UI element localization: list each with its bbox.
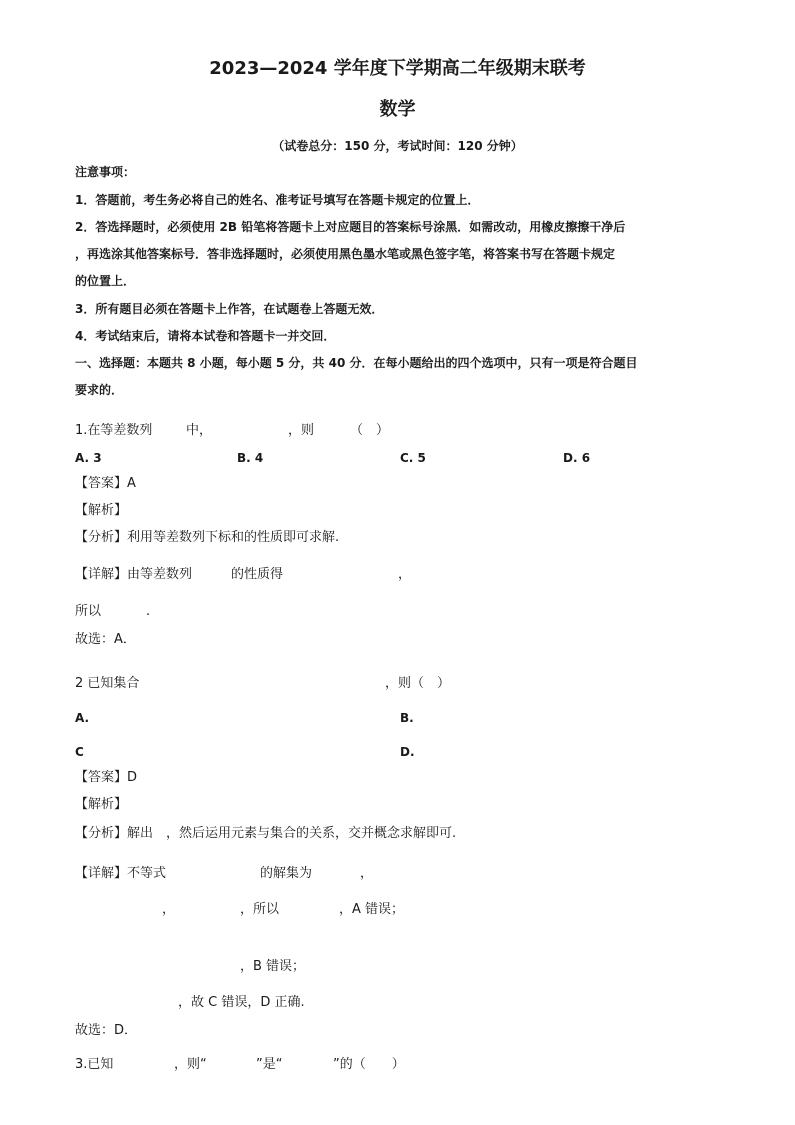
q1-stem-zhong: 中， [186, 423, 213, 438]
q1-choice: 故选：A． [75, 632, 136, 647]
q1-stem-ze: ，则 [288, 423, 315, 438]
q2-jiexi-label: 【解析】 [75, 797, 128, 812]
q1-analysis: 【分析】利用等差数列下标和的性质即可求解. [75, 530, 340, 545]
q1-option-d: D. 6 [563, 451, 591, 465]
q2-option-d: D. [400, 745, 415, 759]
q2-row3: ，故 C 错误，D 正确. [178, 995, 305, 1010]
section-heading-line-2: 要求的． [75, 383, 124, 397]
q2-row2: ，B 错误； [240, 959, 306, 974]
q3-stem-ze: ，则“ [174, 1057, 207, 1072]
q2-analysis: 【分析】解出 ，然后运用元素与集合的关系，交并概念求解即可. [75, 826, 457, 841]
note-item-4: 4．考试结束后，请将本试卷和答题卡一并交回． [75, 329, 336, 343]
q1-blank: （ ） [350, 423, 390, 438]
q2-row1-part2: ，所以 [240, 902, 280, 917]
q1-detail-start: 【详解】由等差数列 [75, 567, 193, 582]
q2-answer: 【答案】D [75, 770, 138, 785]
q1-option-c: C. 5 [400, 451, 426, 465]
note-item-1: 1．答题前，考生务必将自己的姓名、准考证号填写在答题卡规定的位置上． [75, 193, 480, 207]
note-item-2-line-3: 的位置上． [75, 274, 136, 288]
subject-title: 数学 [379, 99, 416, 120]
q1-answer: 【答案】A [75, 476, 136, 491]
section-heading-line-1: 一、选择题：本题共 8 小题，每小题 5 分，共 40 分．在每小题给出的四个选项中，只有一项是符合题目 [75, 356, 638, 370]
q1-jiexi-label: 【解析】 [75, 503, 128, 518]
q2-row1-part1: ， [162, 902, 176, 917]
q2-row1-part3: ，A 错误； [339, 902, 405, 917]
q2-option-c: C [75, 745, 84, 759]
q2-detail-mid: 的解集为 [260, 866, 313, 881]
q1-stem-start: 1.在等差数列 [75, 423, 153, 438]
note-item-2-line-2: ，再选涂其他答案标号．答非选择题时，必须使用黑色墨水笔或黑色签字笔，将答案书写在答题卡规定 [75, 247, 616, 261]
exam-info: （试卷总分：150 分，考试时间：120 分钟） [272, 139, 523, 153]
q3-stem-end: ”的（ ） [333, 1057, 405, 1072]
note-item-2-line-1: 2．答选择题时，必须使用 2B 铅笔将答题卡上对应题目的答案标号涂黑．如需改动，用橡皮擦擦干净后 [75, 220, 626, 234]
q3-stem-start: 3.已知 [75, 1057, 114, 1072]
q2-detail-end: ， [360, 866, 374, 881]
q2-option-a: A. [75, 711, 90, 725]
q1-option-a: A. 3 [75, 451, 102, 465]
exam-title: 2023—2024 学年度下学期高二年级期末联考 [209, 58, 586, 79]
q1-therefore: 所以 [75, 604, 102, 619]
notes-heading: 注意事项： [75, 165, 136, 179]
q2-choice: 故选：D． [75, 1023, 138, 1038]
q1-therefore-end: . [146, 604, 151, 619]
q1-detail-end: ， [398, 567, 412, 582]
q1-option-b: B. 4 [237, 451, 264, 465]
q2-detail-start: 【详解】不等式 [75, 866, 167, 881]
q2-option-b: B. [400, 711, 414, 725]
q3-stem-shi: ”是“ [256, 1057, 283, 1072]
q1-detail-mid: 的性质得 [231, 567, 284, 582]
note-item-3: 3．所有题目必须在答题卡上作答，在试题卷上答题无效． [75, 302, 384, 316]
q2-stem-end: ，则（ ） [385, 676, 451, 691]
q2-stem-start: 2 已知集合 [75, 676, 140, 691]
